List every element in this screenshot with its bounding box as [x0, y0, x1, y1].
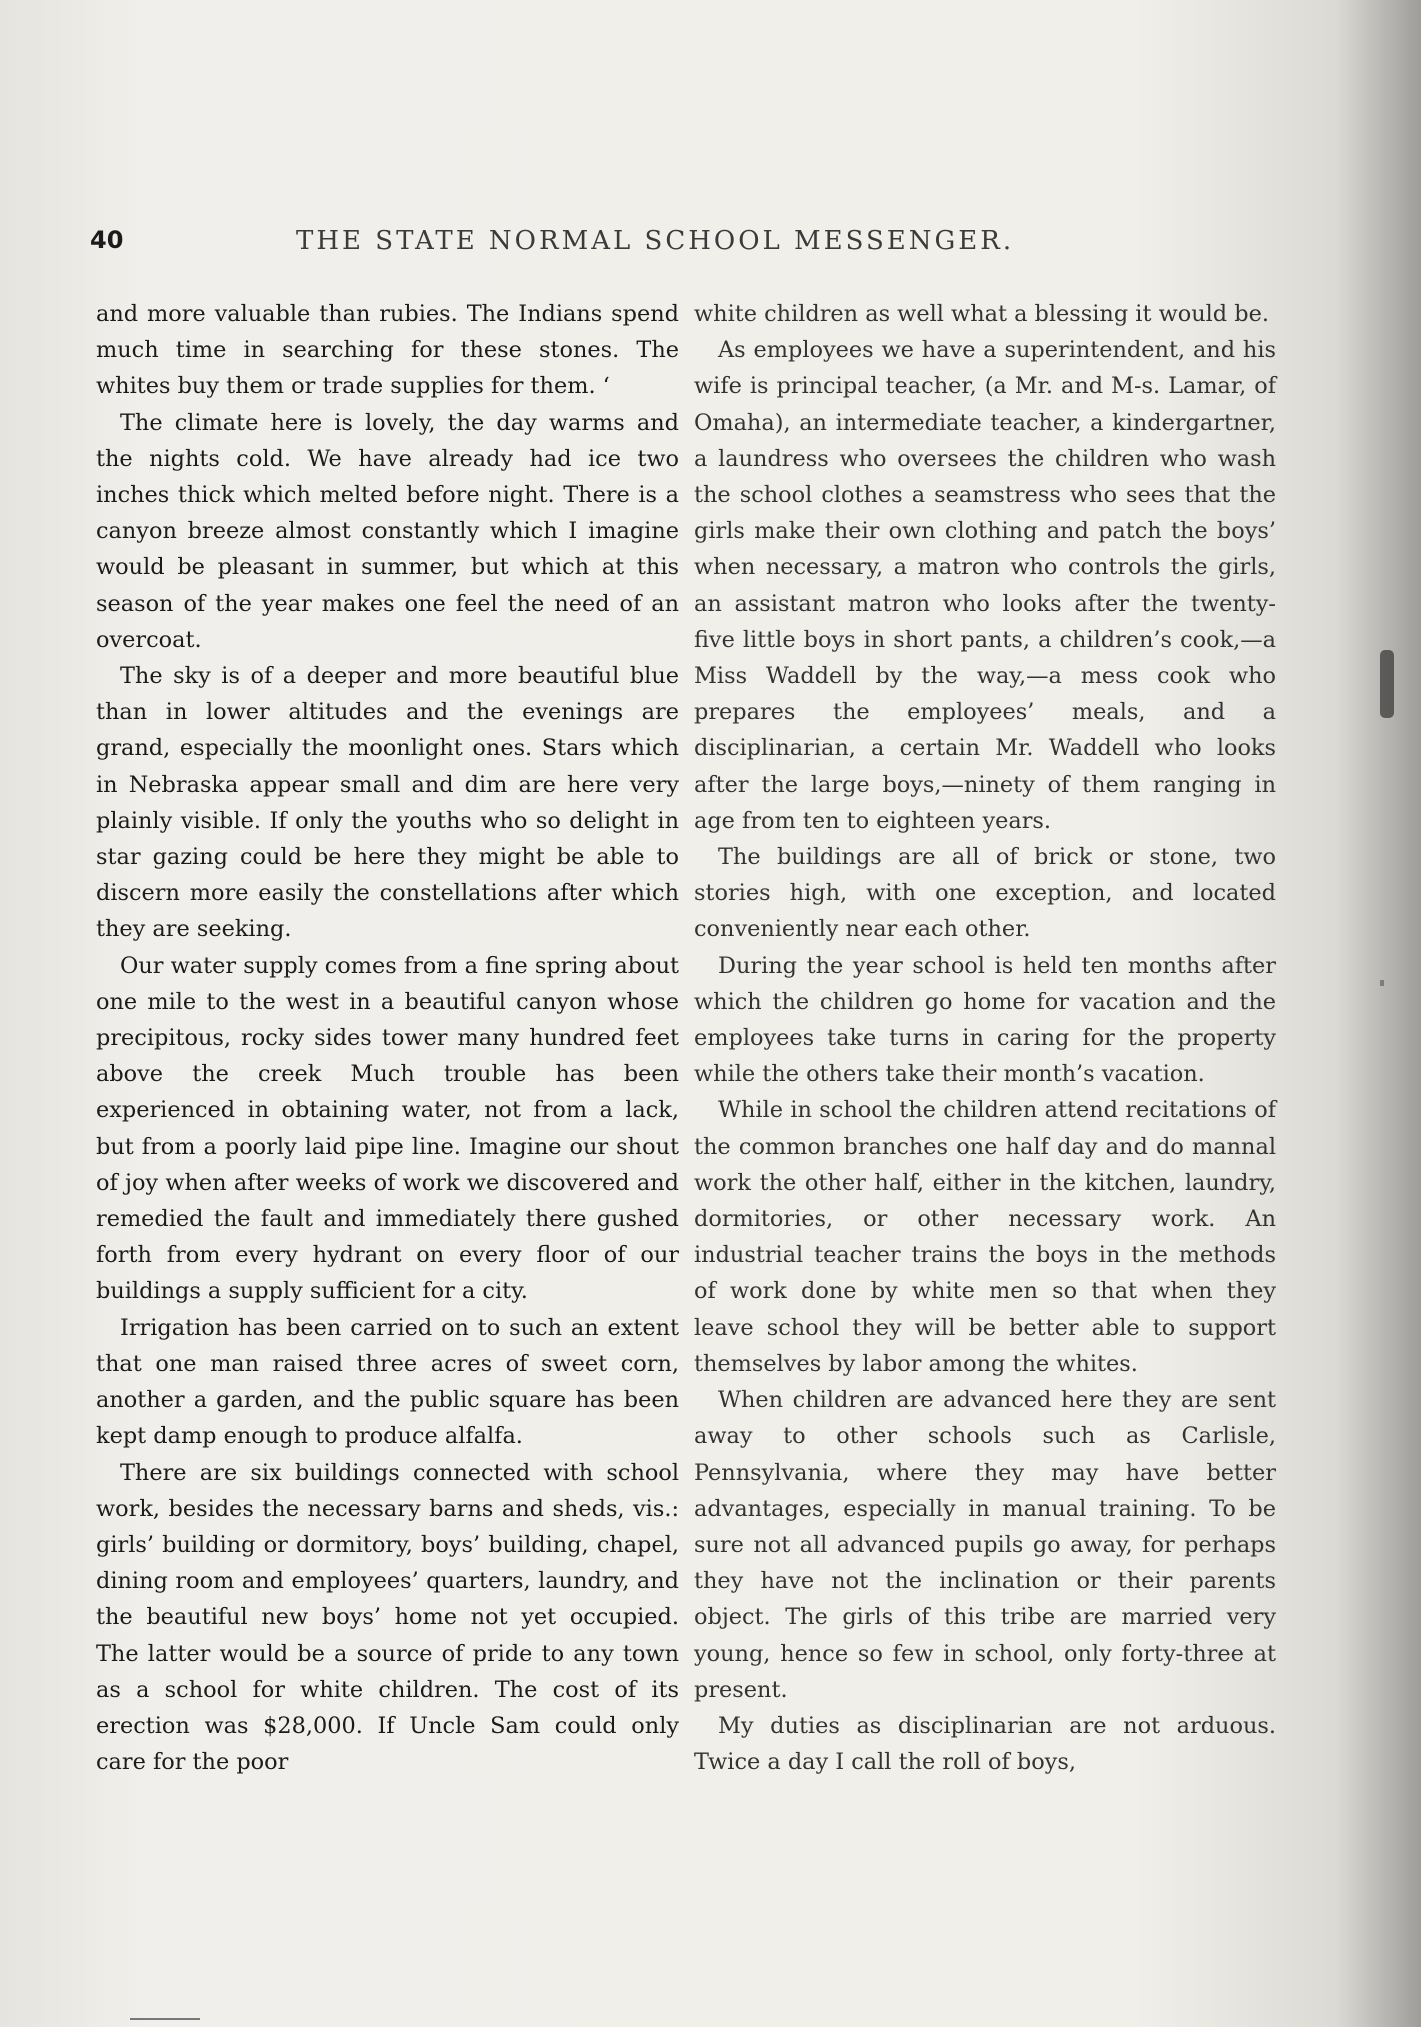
- running-title: THE STATE NORMAL SCHOOL MESSENGER.: [296, 226, 1015, 256]
- paragraph: Our water supply comes from a fine spring about one mile to the west in a beautiful canyon whose precipitous, rocky sides tower many hundred feet above the creek Much trouble has been experienced in obtaining water, not from a lack, but from a poorly laid pipe line. Imagine our shout of joy when after weeks of work we discovered and remedied the fault and immediately there gushed forth from every hydrant on every floor of our buildings a supply sufficient for a city.: [96, 952, 679, 1305]
- left-column: [96, 296, 679, 1780]
- paragraph: When children are advanced here they are sent away to other schools such as Carlisle, Pennsylvania, where they may have better advantages, especially in manual training. To be sure not all advanced pupils go away, for perhaps they have not the inclination or their parents object. The girls of this tribe are married very young, hence so few in school, only forty-three at present.: [694, 1387, 1276, 1703]
- page-number: 40: [90, 226, 124, 254]
- paragraph: The climate here is lovely, the day warms and the nights cold. We have already had ice two inches thick which melted before night. There is a canyon breeze almost constantly which I imagine would be pleasant in summer, but which at this season of the year makes one feel the need of an overcoat.: [96, 409, 679, 653]
- paragraph: The sky is of a deeper and more beautiful blue than in lower altitudes and the evenings are grand, especially the moonlight ones. Stars which in Nebraska appear small and dim are here very plainly visible. If only the youths who so delight in star gazing could be here they might be able to discern more easily the constellations after which they are seeking.: [96, 663, 679, 943]
- page-edge-mark: [1380, 980, 1384, 986]
- paragraph: white children as well what a blessing it would be.: [694, 301, 1269, 327]
- paragraph: While in school the children attend recitations of the common branches one half day and do mannal work the other half, either in the kitchen, laundry, dormitories, or other necessary work. An industrial teacher trains the boys in the methods of work done by white men so that when they leave school they will be better able to support themselves by labor among the whites.: [694, 1097, 1276, 1377]
- bottom-rule: [130, 2018, 200, 2020]
- paragraph: During the year school is held ten months after which the children go home for vacation and the employees take turns in caring for the property while the others take their month’s vacation.: [694, 952, 1276, 1088]
- page-edge-smudge: [1380, 650, 1394, 718]
- paragraph: and more valuable than rubies. The Indians spend much time in searching for these stones. The whites buy them or trade supplies for them. ‘: [96, 301, 679, 400]
- right-column: [694, 296, 1276, 1780]
- paragraph: My duties as disciplinarian are not arduous. Twice a day I call the roll of boys,: [694, 1712, 1276, 1776]
- paragraph: There are six buildings connected with school work, besides the necessary barns and sheds, vis.: girls’ building or dormitory, boys’ building, chapel, dining room and employees’ quarters, laundry, and the beautiful new boys’ home not yet occupied. The latter would be a source of pride to any town as a school for white children. The cost of its erection was $28,000. If Uncle Sam could only care for the poor: [96, 1459, 679, 1776]
- paragraph: The buildings are all of brick or stone, two stories high, with one exception, and located conveniently near each other.: [694, 844, 1276, 943]
- paragraph: Irrigation has been carried on to such an extent that one man raised three acres of sweet corn, another a garden, and the public square has been kept damp enough to produce alfalfa.: [96, 1314, 679, 1450]
- paragraph: As employees we have a superintendent, and his wife is principal teacher, (a Mr. and M-s. Lamar, of Omaha), an intermediate teacher, a kindergartner, a laundress who oversees the children who wash the school clothes a seamstress who sees that the girls make their own clothing and patch the boys’ when necessary, a matron who controls the girls, an assistant matron who looks after the twenty-five little boys in short pants, a children’s cook,—a Miss Waddell by the way,—a mess cook who prepares the employees’ meals, and a disciplinarian, a certain Mr. Waddell who looks after the large boys,—ninety of them ranging in age from ten to eighteen years.: [694, 337, 1276, 834]
- page-header: [0, 226, 1421, 266]
